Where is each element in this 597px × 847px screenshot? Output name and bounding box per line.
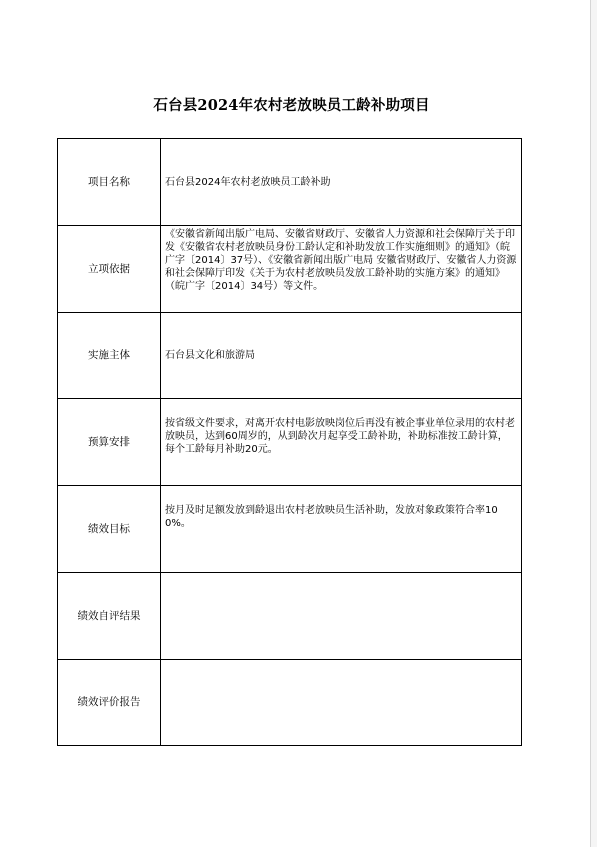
row-label: 实施主体 xyxy=(58,313,161,399)
row-label: 绩效评价报告 xyxy=(58,660,161,746)
table-row-evaluation-report xyxy=(58,660,522,746)
row-label: 立项依据 xyxy=(58,226,161,313)
table-row-budget xyxy=(58,399,522,486)
project-info-table xyxy=(57,138,522,746)
table-row-implementer xyxy=(58,313,522,399)
row-value: 石台县2024年农村老放映员工龄补助 xyxy=(161,139,522,226)
row-value xyxy=(161,660,522,746)
table-row-basis xyxy=(58,226,522,313)
row-label: 绩效目标 xyxy=(58,486,161,573)
row-label: 项目名称 xyxy=(58,139,161,226)
row-value: 石台县文化和旅游局 xyxy=(161,313,522,399)
table-row-self-evaluation xyxy=(58,573,522,660)
row-label: 预算安排 xyxy=(58,399,161,486)
page-edge-scrollbar xyxy=(590,0,597,847)
table-row-performance-goal xyxy=(58,486,522,573)
row-value xyxy=(161,573,522,660)
table-row-project-name xyxy=(58,139,522,226)
row-value: 按省级文件要求，对离开农村电影放映岗位后再没有被企事业单位录用的农村老放映员，达到60周岁的，从到龄次月起享受工龄补助，补助标准按工龄计算，每个工龄每月补助20元。 xyxy=(161,399,522,486)
row-value: 按月及时足额发放到龄退出农村老放映员生活补助，发放对象政策符合率100%。 xyxy=(161,486,522,573)
row-label: 绩效自评结果 xyxy=(58,573,161,660)
document-title: 石台县2024年农村老放映员工龄补助项目 xyxy=(153,97,430,114)
row-value: 《安徽省新闻出版广电局、安徽省财政厅、安徽省人力资源和社会保障厅关于印发《安徽省农村老放映员身份工龄认定和补助发放工作实施细则》的通知》（皖广字〔2014〕37号）、《安徽省新闻出版广电局 安徽省财政厅、安徽省人力资源和社会保障厅印发《关于为农村老放映员发放工龄补助的实施方案》的通知》（皖广字〔2014〕34号）等文件。 xyxy=(161,226,522,313)
